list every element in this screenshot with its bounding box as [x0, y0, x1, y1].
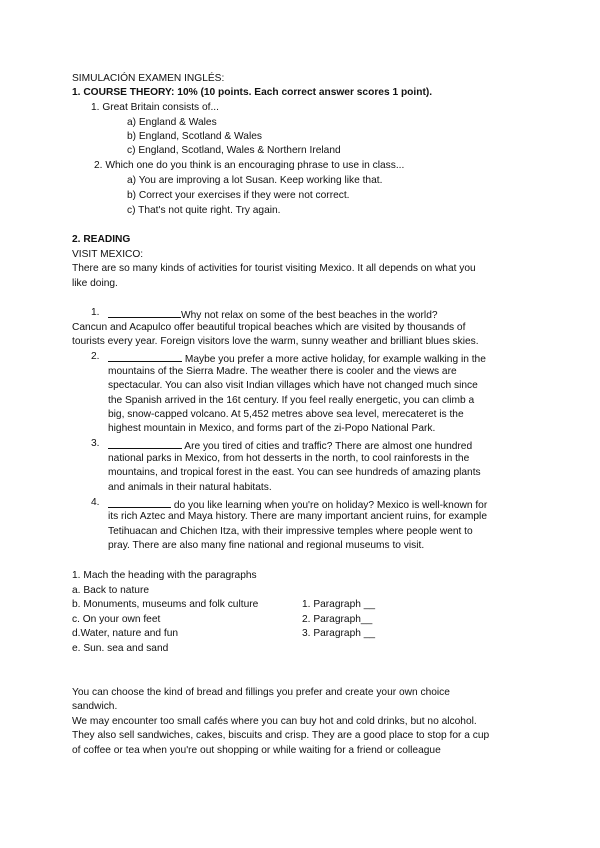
document-title: SIMULACIÓN EXAMEN INGLÉS: — [72, 73, 225, 84]
reading-subheading: VISIT MEXICO: — [72, 249, 144, 260]
question-1-option-b: b) England, Scotland & Wales — [127, 131, 262, 142]
question-1-option-c: c) England, Scotland, Wales & Northern Ireland — [127, 145, 341, 156]
closing-line: They also sell sandwiches, cakes, biscuits and crisp. They are a good place to stop for a cup — [72, 730, 490, 741]
paragraph-1-line: Cancun and Acapulco offer beautiful tropical beaches which are visited by thousands of — [72, 322, 466, 333]
match-heading-b: b. Monuments, museums and folk culture — [72, 599, 259, 610]
question-2-option-b: b) Correct your exercises if they were not correct. — [127, 190, 350, 201]
reading-intro-line: like doing. — [72, 278, 118, 289]
heading-blank-3 — [108, 439, 182, 449]
paragraph-3-line: national parks in Mexico, from hot desserts in the north, to cool rainforests in the — [108, 453, 470, 464]
match-answer-2: 2. Paragraph__ — [302, 614, 373, 625]
question-2-option-a: a) You are improving a lot Susan. Keep working like that. — [127, 175, 383, 186]
match-heading-e: e. Sun. sea and sand — [72, 643, 169, 654]
match-heading-a: a. Back to nature — [72, 585, 150, 596]
paragraph-4-line: pray. There are also many fine national and regional museums to visit. — [108, 540, 425, 551]
match-instruction: 1. Mach the heading with the paragraphs — [72, 570, 257, 581]
question-1-option-a: a) England & Wales — [127, 117, 217, 128]
match-heading-c: c. On your own feet — [72, 614, 161, 625]
section-course-theory-heading: 1. COURSE THEORY: 10% (10 points. Each correct answer scores 1 point). — [72, 87, 433, 98]
closing-line: You can choose the kind of bread and fillings you prefer and create your own choice — [72, 687, 450, 698]
closing-line: sandwich. — [72, 701, 118, 712]
reading-intro-line: There are so many kinds of activities for tourist visiting Mexico. It all depends on what you — [72, 263, 476, 274]
closing-line: of coffee or tea when you're out shopping or while waiting for a friend or colleague — [72, 745, 441, 756]
paragraph-3-first-line: Are you tired of cities and traffic? There are almost one hundred — [108, 439, 472, 452]
match-answer-1: 1. Paragraph __ — [302, 599, 376, 610]
question-2-stem: 2. Which one do you think is an encouraging phrase to use in class... — [94, 160, 405, 171]
heading-blank-4 — [108, 498, 171, 508]
paragraph-3-line: mountains, and tropical forest in the east. You can see hundreds of amazing plants — [108, 467, 481, 478]
paragraph-2-line: highest mountain in Mexico, and forms part of the zi-Popo National Park. — [108, 423, 436, 434]
paragraph-3-line: and animals in their natural habitats. — [108, 482, 272, 493]
question-1-stem: 1. Great Britain consists of... — [91, 102, 219, 113]
paragraph-4-first-line: do you like learning when you're on holiday? Mexico is well-known for — [108, 498, 487, 511]
paragraph-4-line: Tetihuacan and Chichen Itza, with their impressive temples where people went to — [108, 526, 473, 537]
paragraph-4-number: 4. — [91, 497, 100, 508]
paragraph-2-line: mountains of the Sierra Madre. The weather there is cooler and the views are — [108, 366, 457, 377]
paragraph-4-line: its rich Aztec and Maya history. There are many important ancient ruins, for example — [108, 511, 487, 522]
heading-blank-2 — [108, 352, 182, 362]
paragraph-1-first-line: Why not relax on some of the best beaches in the world? — [108, 308, 438, 321]
paragraph-2-first-line: Maybe you prefer a more active holiday, for example walking in the — [108, 352, 486, 365]
match-heading-d: d.Water, nature and fun — [72, 628, 179, 639]
paragraph-2-number: 2. — [91, 351, 100, 362]
paragraph-2-line: the Spanish arrived in the 16t century. If you feel really energetic, you can climb a — [108, 395, 475, 406]
paragraph-2-line: spectacular. You can also visit Indian villages which have not changed much since — [108, 380, 478, 391]
paragraph-3-number: 3. — [91, 438, 100, 449]
paragraph-1-number: 1. — [91, 307, 100, 318]
section-reading-heading: 2. READING — [72, 234, 131, 245]
match-answer-3: 3. Paragraph __ — [302, 628, 376, 639]
heading-blank-1 — [108, 308, 181, 318]
paragraph-2-line: big, snow-capped volcano. At 5,452 metres above sea level, merecateret is the — [108, 409, 464, 420]
question-2-option-c: c) That's not quite right. Try again. — [127, 205, 281, 216]
paragraph-1-line: tourists every year. Foreign visitors love the warm, sunny weather and brilliant blues skies. — [72, 336, 479, 347]
closing-line: We may encounter too small cafés where you can buy hot and cold drinks, but no alcohol. — [72, 716, 477, 727]
